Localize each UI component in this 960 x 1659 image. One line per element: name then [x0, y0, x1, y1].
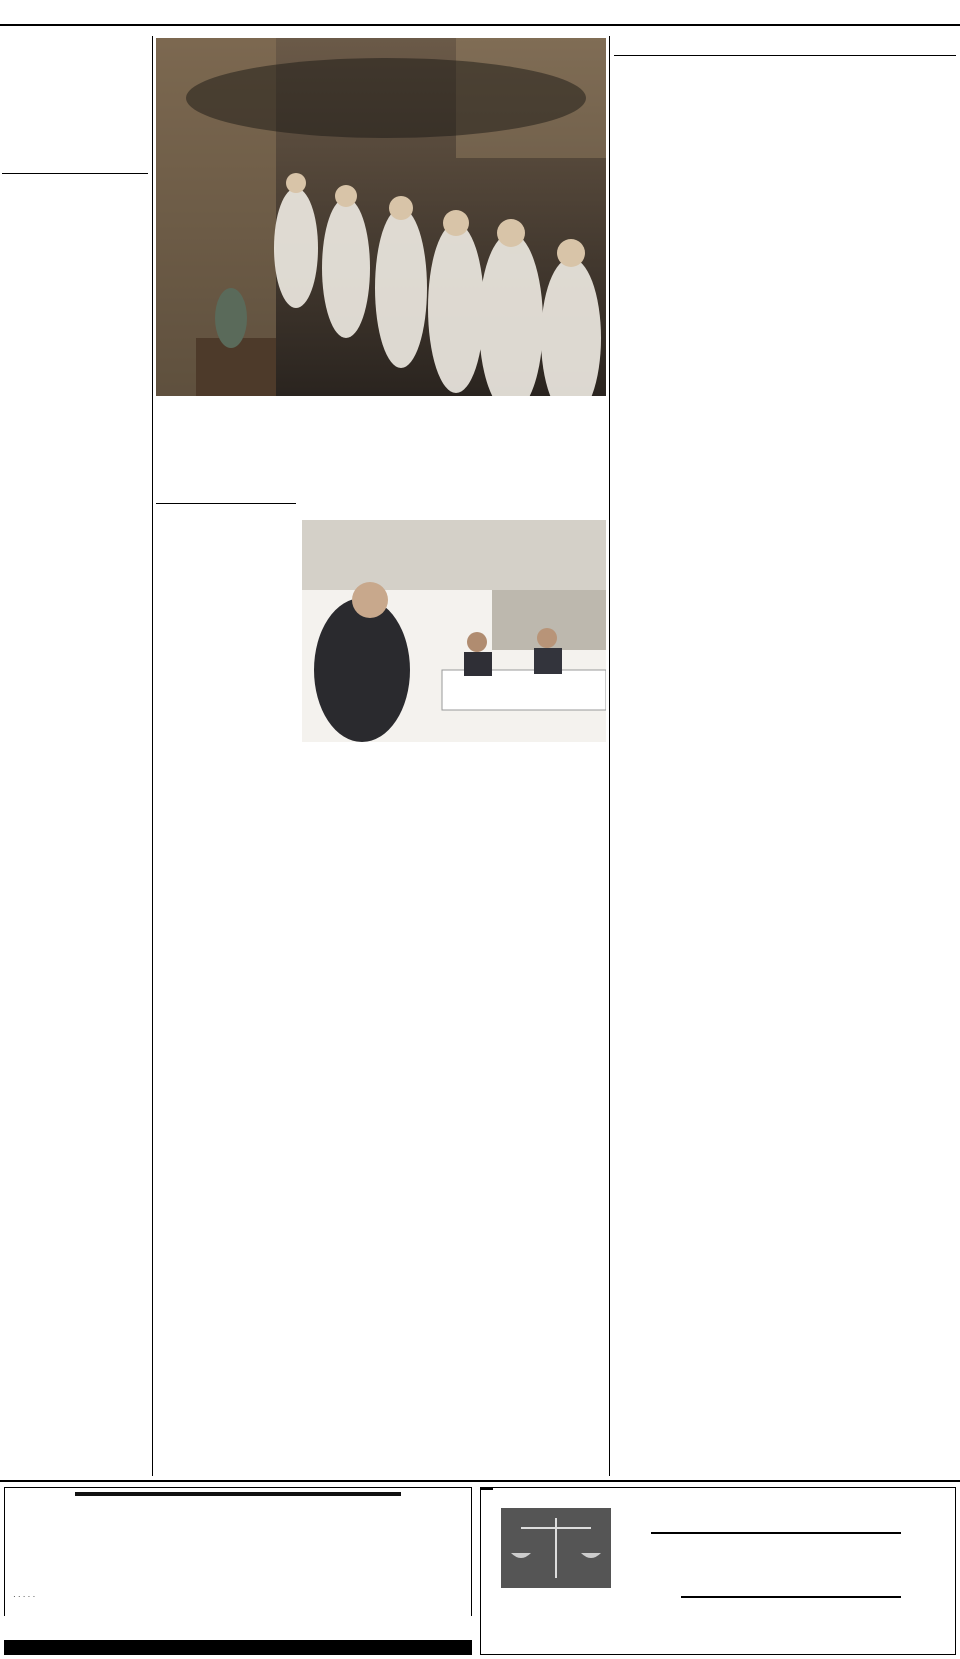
ad-lawyer	[480, 1487, 956, 1655]
athens-live-phone[interactable]	[10, 1648, 20, 1655]
poem-2-continued	[772, 60, 956, 392]
article-2-body-col1	[156, 520, 296, 1468]
photo-1-caption	[156, 402, 606, 442]
photo-seminar	[302, 520, 606, 742]
article-1-body	[2, 180, 148, 1452]
photo-2-caption	[302, 748, 606, 796]
article-2-body-col2	[302, 800, 442, 1468]
athens-live-hours-hidden	[13, 1592, 14, 1593]
ads-top-divider	[0, 1480, 960, 1482]
column-divider	[609, 36, 610, 1476]
poem-2	[614, 548, 766, 1454]
lawyer-banner	[651, 1532, 901, 1534]
athens-live-artists: · · · · ·	[13, 1592, 36, 1601]
lawyer-pay	[681, 1596, 901, 1598]
article-2-byline	[156, 500, 296, 504]
poem-1-text	[614, 74, 766, 514]
athens-live-hours	[4, 1616, 472, 1640]
article-1	[2, 36, 148, 1452]
photo-seminar-illustration	[302, 520, 606, 742]
poem-2-text	[614, 556, 766, 1454]
article-1-title	[2, 36, 148, 160]
photo-angels-procession	[156, 38, 606, 396]
poem-3	[772, 440, 956, 1318]
article-1-byline	[2, 170, 148, 174]
poem-2-text-continued	[772, 60, 956, 392]
athens-live-contact-bar	[4, 1640, 472, 1655]
column-divider	[152, 36, 153, 1476]
article-2-title	[156, 452, 606, 492]
athens-live-tagline	[75, 1492, 401, 1496]
scales-of-justice-icon	[501, 1508, 611, 1588]
poem-3-text	[772, 448, 956, 1318]
lawyer-section-label	[481, 1488, 493, 1490]
article-2-body-col3	[448, 800, 606, 1468]
photo-angels-illustration	[156, 38, 606, 396]
poems-section-title	[614, 40, 956, 56]
page-header	[0, 0, 960, 26]
poem-1	[614, 60, 766, 516]
